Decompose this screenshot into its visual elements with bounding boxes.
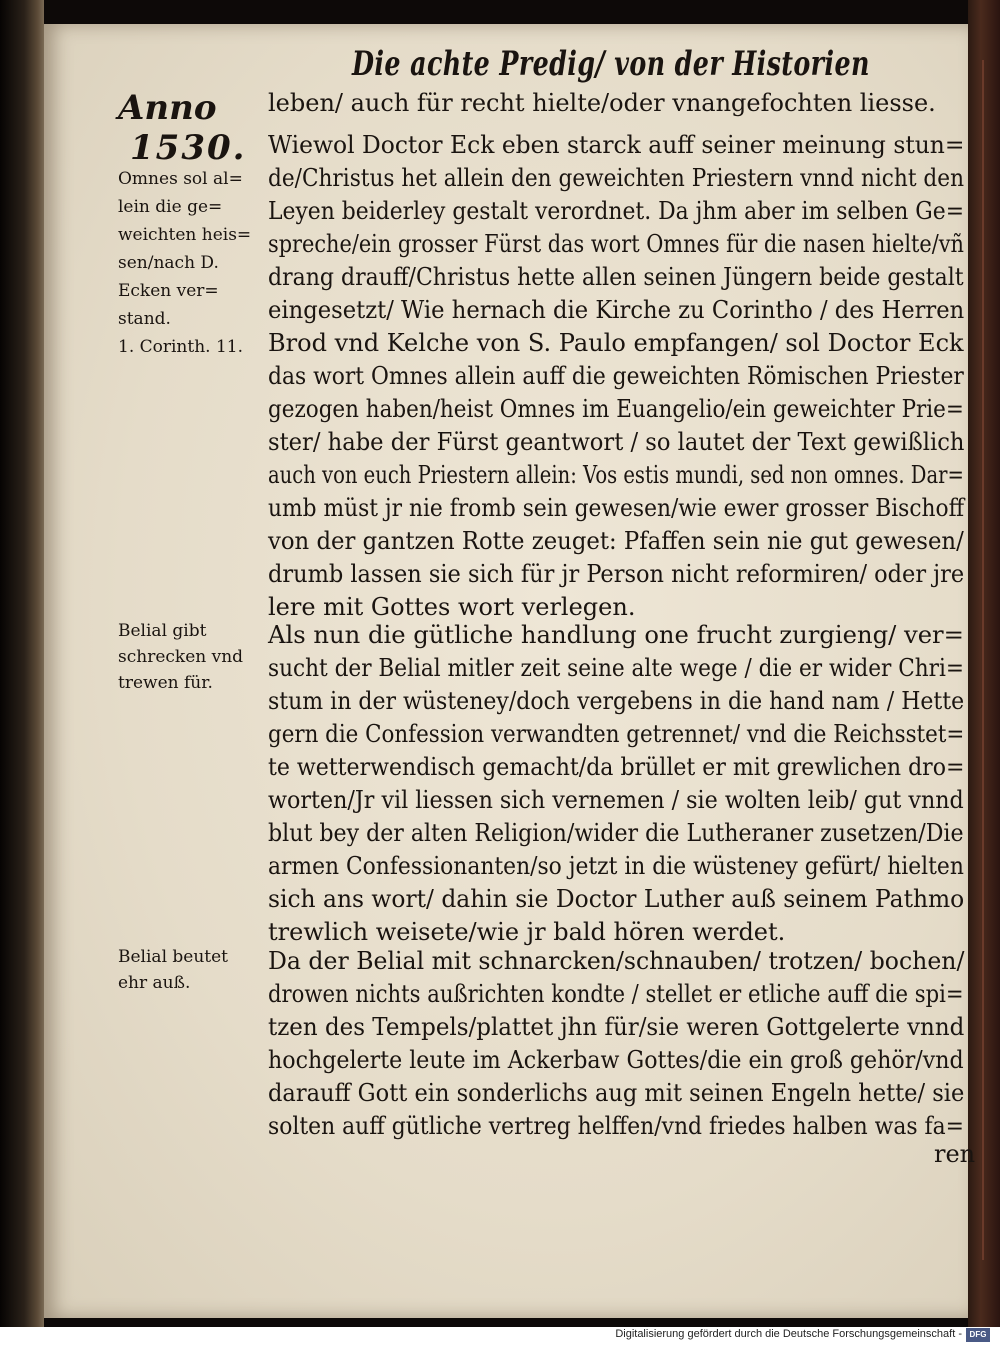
text-line: leben/ auch für recht hielte/oder vnangefochten liesse. (268, 89, 936, 117)
text-line: spreche/ein grosser Fürst das wort Omnes für die nasen hielte/vñ (268, 230, 964, 258)
text-line: trewlich weisete/wie jr bald hören werdet. (268, 918, 786, 946)
text-line: darauff Gott ein sonderlichs aug mit seinen Engeln hette/ sie (268, 1079, 965, 1107)
text-line: das wort Omnes allein auff die geweichten Römischen Priester (268, 362, 964, 390)
text-line: Da der Belial mit schnarcken/schnauben/ trotzen/ bochen/ (268, 947, 965, 975)
margin-note-corinth (118, 334, 268, 364)
margin-line: 1. Corinth. 11. (118, 337, 244, 357)
dfg-logo: DFG (966, 1328, 990, 1342)
text-line: tzen des Tempels/plattet jhn für/sie weren Gottgelerte vnnd (268, 1013, 965, 1041)
text-line: gern die Confession verwandten getrennet/ vnd die Reichsstet= (268, 720, 965, 748)
text-line: armen Confessionanten/so jetzt in die wüsteney gefürt/ hielten (268, 852, 964, 880)
text-line: drang drauff/Christus hette allen seinen Jüngern beide gestalt (268, 263, 964, 291)
text-line: von der gantzen Rotte zeuget: Pfaffen sein nie gut gewesen/ (268, 527, 964, 555)
text-line: Wiewol Doctor Eck eben starck auff seiner meinung stun= (268, 131, 965, 159)
text-line: Brod vnd Kelche von S. Paulo empfangen/ sol Doctor Eck (268, 329, 964, 357)
text-line: eingesetzt/ Wie hernach die Kirche zu Corintho / des Herren (268, 296, 965, 324)
margin-line: lein die ge= (118, 197, 223, 217)
text-line: hochgelerte leute im Ackerbaw Gottes/die ein groß gehör/vnd (268, 1046, 964, 1074)
margin-line: Ecken ver= (118, 281, 219, 301)
text-line: stum in der wüsteney/doch vergebens in die hand nam / Hette (268, 687, 965, 715)
footer-credit: Digitalisierung gefördert durch die Deutsche Forschungsgemeinschaft - (615, 1328, 962, 1340)
margin-line: trewen für. (118, 673, 213, 693)
catchword: ren (934, 1140, 976, 1168)
margin-line: schrecken vnd (118, 647, 244, 667)
body-text (268, 0, 976, 1200)
text-line: gezogen haben/heist Omnes im Euangelio/ein geweichter Prie= (268, 395, 964, 423)
text-line: worten/Jr vil liessen sich vernemen / sie wolten leib/ gut vnnd (268, 786, 964, 814)
text-line: sucht der Belial mitler zeit seine alte wege / die er wider Chri= (268, 654, 965, 682)
margin-line: weichten heis= (118, 225, 252, 245)
book-spine (0, 0, 44, 1327)
margin-line: ehr auß. (118, 973, 191, 993)
year-label-anno: Anno (118, 88, 217, 128)
text-line: auch von euch Priestern allein: Vos estis mundi, sed non omnes. Dar= (268, 461, 964, 489)
margin-note-belial-ehr (118, 944, 268, 1004)
margin-line: Belial gibt (118, 621, 207, 641)
text-line: te wetterwendisch gemacht/da brüllet er mit grewlichen dro= (268, 753, 965, 781)
book-edge (968, 0, 1000, 1327)
margin-line: Belial beutet (118, 947, 229, 967)
text-line: de/Christus het allein den geweichten Priestern vnnd nicht den (268, 164, 965, 192)
text-line: lere mit Gottes wort verlegen. (268, 593, 636, 621)
footer-bar (0, 1327, 1000, 1345)
margin-line: stand. (118, 309, 171, 329)
text-line: solten auff gütliche vertreg helffen/vnd friedes halben was fa= (268, 1112, 964, 1140)
text-line: drowen nichts außrichten kondte / stellet er etliche auff die spi= (268, 980, 964, 1008)
text-line: ster/ habe der Fürst geantwort / so lautet der Text gewißlich (268, 428, 965, 456)
margin-note-belial-schrecken (118, 618, 268, 708)
text-line: Als nun die gütliche handlung one frucht zurgieng/ ver= (268, 621, 964, 649)
running-head: Die achte Predig/ von der Historien (352, 44, 870, 84)
margin-note-omnes (118, 166, 268, 336)
text-line: drumb lassen sie sich für jr Person nicht reformiren/ oder jre (268, 560, 965, 588)
text-line: Leyen beiderley gestalt verordnet. Da jhm aber im selben Ge= (268, 197, 965, 225)
text-line: blut bey der alten Religion/wider die Lutheraner zusetzen/Die (268, 819, 964, 847)
margin-line: sen/nach D. (118, 253, 219, 273)
margin-line: Omnes sol al= (118, 169, 243, 189)
text-line: umb müst jr nie fromb sein gewesen/wie ewer grosser Bischoff (268, 494, 965, 522)
text-line: sich ans wort/ dahin sie Doctor Luther auß seinem Pathmo (268, 885, 965, 913)
year-label-number: 1530. (130, 128, 247, 168)
